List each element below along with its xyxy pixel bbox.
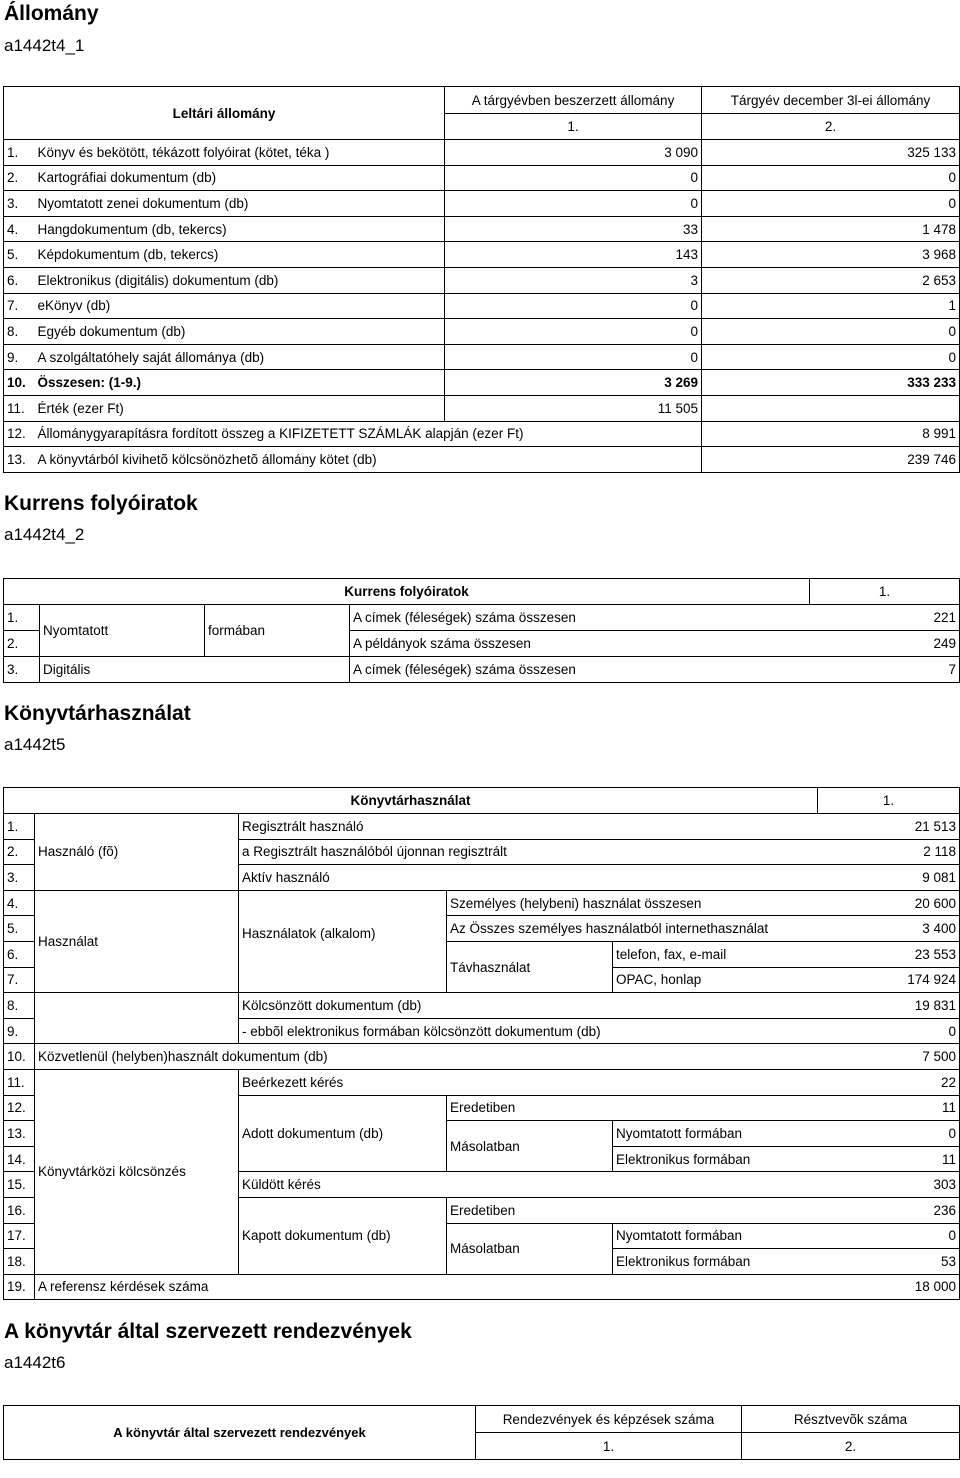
row-value-col2: 2 653 [702, 267, 960, 293]
row-value: 303 [818, 1172, 960, 1198]
table-row [4, 140, 960, 166]
row-number: 19. [4, 1274, 35, 1300]
row-value-col1: 143 [445, 242, 702, 268]
section-title-konyvtarhasznalat: Könyvtárhasználat [4, 702, 191, 725]
masolatban-label: Másolatban [447, 1121, 613, 1172]
row-number: 4. [4, 216, 35, 242]
hasznalatok-group-label: Használatok (alkalom) [239, 890, 447, 941]
adott-dokumentum-label: Adott dokumentum (db) [239, 1095, 447, 1172]
row-number: 3. [4, 657, 40, 683]
row-label: a Regisztrált használóból újonnan regisztrált [239, 839, 818, 865]
row-number: 2. [4, 165, 35, 191]
table-row [4, 344, 960, 370]
row-value-col1: 0 [445, 319, 702, 345]
kurrens-header: Kurrens folyóiratok [4, 579, 810, 605]
row-number: 17. [4, 1223, 35, 1249]
row-label: Nyomtatott formában [613, 1223, 818, 1249]
digitalis-label: Digitális [40, 657, 350, 683]
section-title-kurrens: Kurrens folyóiratok [4, 492, 198, 515]
row-value-col2: 0 [702, 165, 960, 191]
row-number: 16. [4, 1197, 35, 1223]
row-number: 11. [4, 1069, 35, 1095]
row-label: Összesen: (1-9.) [35, 370, 445, 396]
row-value: 2 118 [818, 839, 960, 865]
row-label: Kölcsönzött dokumentum (db) [239, 993, 818, 1019]
row-value: 8 991 [702, 421, 960, 447]
row-value: 174 924 [818, 967, 960, 993]
row-value-col1: 0 [445, 344, 702, 370]
row-value: 11 [818, 1146, 960, 1172]
row-number: 11. [4, 395, 35, 421]
nyomtatott-label: Nyomtatott [40, 605, 205, 657]
row-value: 53 [818, 1249, 960, 1275]
row-number: 1. [4, 140, 35, 166]
table-row [4, 319, 960, 345]
col-number: 1. [818, 788, 960, 814]
row-value-col2: 0 [702, 344, 960, 370]
row-number: 10. [4, 370, 35, 396]
row-label: Személyes (helybeni) használat összesen [447, 890, 818, 916]
col1-number: 1. [476, 1433, 742, 1460]
table-row [4, 216, 960, 242]
row-label: Regisztrált használó [239, 814, 818, 840]
row-number: 7. [4, 293, 35, 319]
row-label: Elektronikus formában [613, 1249, 818, 1275]
table-code-konyvtarhasznalat: a1442t5 [4, 735, 66, 754]
row-label: - ebbõl elektronikus formában kölcsönzött dokumentum (db) [239, 1018, 818, 1044]
row-value: 249 [810, 631, 960, 657]
col2-title: Tárgyév december 3l-ei állomány [702, 87, 960, 114]
row-label: Eredetiben [447, 1095, 818, 1121]
table-row [4, 191, 960, 217]
row-value: 23 553 [818, 941, 960, 967]
section-title-allomany: Állomány [4, 2, 99, 25]
row-label: A példányok száma összesen [350, 631, 810, 657]
row-number: 3. [4, 191, 35, 217]
row-value-col1: 11 505 [445, 395, 702, 421]
row-label: A címek (féleségek) száma összesen [350, 657, 810, 683]
masolatban-label: Másolatban [447, 1223, 613, 1274]
row-value-col2: 0 [702, 319, 960, 345]
row-label: Elektronikus (digitális) dokumentum (db) [35, 267, 445, 293]
kurrens-table [3, 578, 960, 683]
row-label: A referensz kérdések száma [35, 1274, 818, 1300]
row-value-col1: 3 269 [445, 370, 702, 396]
row-value-col2: 1 478 [702, 216, 960, 242]
row-number: 2. [4, 839, 35, 865]
row-number: 10. [4, 1044, 35, 1070]
row-value: 21 513 [818, 814, 960, 840]
row-value-col1: 0 [445, 191, 702, 217]
row-number: 5. [4, 916, 35, 942]
row-value-col2 [702, 395, 960, 421]
row-number: 8. [4, 993, 35, 1019]
row-value: 236 [818, 1197, 960, 1223]
row-label: Képdokumentum (db, tekercs) [35, 242, 445, 268]
row-label: eKönyv (db) [35, 293, 445, 319]
tavhasznalat-label: Távhasználat [447, 941, 613, 992]
row-label: Küldött kérés [239, 1172, 818, 1198]
row-value: 221 [810, 605, 960, 631]
allomany-table [3, 86, 960, 473]
row-value: 22 [818, 1069, 960, 1095]
row-value-col2: 1 [702, 293, 960, 319]
row-label: Eredetiben [447, 1197, 818, 1223]
hasznalat-group-label: Használat [35, 890, 239, 992]
row-value: 19 831 [818, 993, 960, 1019]
konyvtarhasznalat-table [3, 787, 960, 1300]
row-label: Az Összes személyes használatból internethasználat [447, 916, 818, 942]
row-number: 14. [4, 1146, 35, 1172]
row-label: Kartográfiai dokumentum (db) [35, 165, 445, 191]
row-value: 239 746 [702, 447, 960, 473]
row-label: Elektronikus formában [613, 1146, 818, 1172]
col-number: 1. [810, 579, 960, 605]
row-value: 0 [818, 1018, 960, 1044]
row-number: 9. [4, 344, 35, 370]
row-value: 18 000 [818, 1274, 960, 1300]
row-number: 18. [4, 1249, 35, 1275]
table-code-rendezvenyek: a1442t6 [4, 1353, 66, 1372]
konyvtarhasznalat-header: Könyvtárhasználat [4, 788, 818, 814]
row-label: Hangdokumentum (db, tekercs) [35, 216, 445, 242]
row-value-col1: 3 090 [445, 140, 702, 166]
row-value: 3 400 [818, 916, 960, 942]
row-value-col1: 0 [445, 165, 702, 191]
row-label: A szolgáltatóhely saját állománya (db) [35, 344, 445, 370]
col2-number: 2. [702, 114, 960, 140]
col2-number: 2. [742, 1433, 960, 1460]
row-value: 11 [818, 1095, 960, 1121]
row-label: Nyomtatott zenei dokumentum (db) [35, 191, 445, 217]
rendezvenyek-header: A könyvtár által szervezett rendezvények [4, 1406, 476, 1460]
row-label: Nyomtatott formában [613, 1121, 818, 1147]
col1-title: A tárgyévben beszerzett állomány [445, 87, 702, 114]
row-number: 13. [4, 447, 35, 473]
row-number: 1. [4, 605, 40, 631]
row-number: 12. [4, 421, 35, 447]
row-number: 12. [4, 1095, 35, 1121]
col1-number: 1. [445, 114, 702, 140]
row-value-col1: 0 [445, 293, 702, 319]
row-value: 20 600 [818, 890, 960, 916]
row-label: Közvetlenül (helyben)használt dokumentum (db) [35, 1044, 818, 1070]
row-value-col2: 3 968 [702, 242, 960, 268]
table-row [4, 395, 960, 421]
col2-title: Résztvevõk száma [742, 1406, 960, 1433]
row-number: 5. [4, 242, 35, 268]
section-title-rendezvenyek: A könyvtár által szervezett rendezvények [4, 1320, 412, 1343]
row-value-col2: 0 [702, 191, 960, 217]
table-row [4, 293, 960, 319]
col1-title: Rendezvények és képzések száma [476, 1406, 742, 1433]
row-value-col2: 333 233 [702, 370, 960, 396]
row-label: Könyv és bekötött, tékázott folyóirat (kötet, téka ) [35, 140, 445, 166]
kapott-dokumentum-label: Kapott dokumentum (db) [239, 1197, 447, 1274]
row-label: Egyéb dokumentum (db) [35, 319, 445, 345]
row-label: Beérkezett kérés [239, 1069, 818, 1095]
row-value: 7 [810, 657, 960, 683]
row-value-col1: 3 [445, 267, 702, 293]
row-label: A címek (féleségek) száma összesen [350, 605, 810, 631]
table-row [4, 370, 960, 396]
row-value: 7 500 [818, 1044, 960, 1070]
row-number: 2. [4, 631, 40, 657]
formaban-label: formában [205, 605, 350, 657]
table-row [4, 165, 960, 191]
row-number: 1. [4, 814, 35, 840]
row-label: Állománygyarapításra fordított összeg a KIFIZETETT SZÁMLÁK alapján (ezer Ft) [35, 421, 702, 447]
row-value: 9 081 [818, 865, 960, 891]
row-number: 15. [4, 1172, 35, 1198]
row-value: 0 [818, 1223, 960, 1249]
row-number: 9. [4, 1018, 35, 1044]
row-number: 8. [4, 319, 35, 345]
row-number: 4. [4, 890, 35, 916]
row-value-col1: 33 [445, 216, 702, 242]
table-row [4, 242, 960, 268]
kolcsonzes-group-label: Könyvtárközi kölcsönzés [35, 1069, 239, 1274]
row-label: Aktív használó [239, 865, 818, 891]
table-row [4, 267, 960, 293]
row-number: 13. [4, 1121, 35, 1147]
leltari-allomany-header: Leltári állomány [4, 87, 445, 140]
row-number: 6. [4, 941, 35, 967]
table-code-kurrens: a1442t4_2 [4, 525, 85, 544]
row-number: 3. [4, 865, 35, 891]
table-code-allomany: a1442t4_1 [4, 36, 85, 55]
hasznalo-group-label: Használó (fõ) [35, 839, 239, 865]
rendezvenyek-table [3, 1405, 960, 1460]
row-label: telefon, fax, e-mail [613, 941, 818, 967]
row-number: 7. [4, 967, 35, 993]
row-label: OPAC, honlap [613, 967, 818, 993]
row-value: 0 [818, 1121, 960, 1147]
row-value-col2: 325 133 [702, 140, 960, 166]
row-label: Érték (ezer Ft) [35, 395, 445, 421]
row-number: 6. [4, 267, 35, 293]
row-label: A könyvtárból kivihetõ kölcsönözhetõ állomány kötet (db) [35, 447, 702, 473]
